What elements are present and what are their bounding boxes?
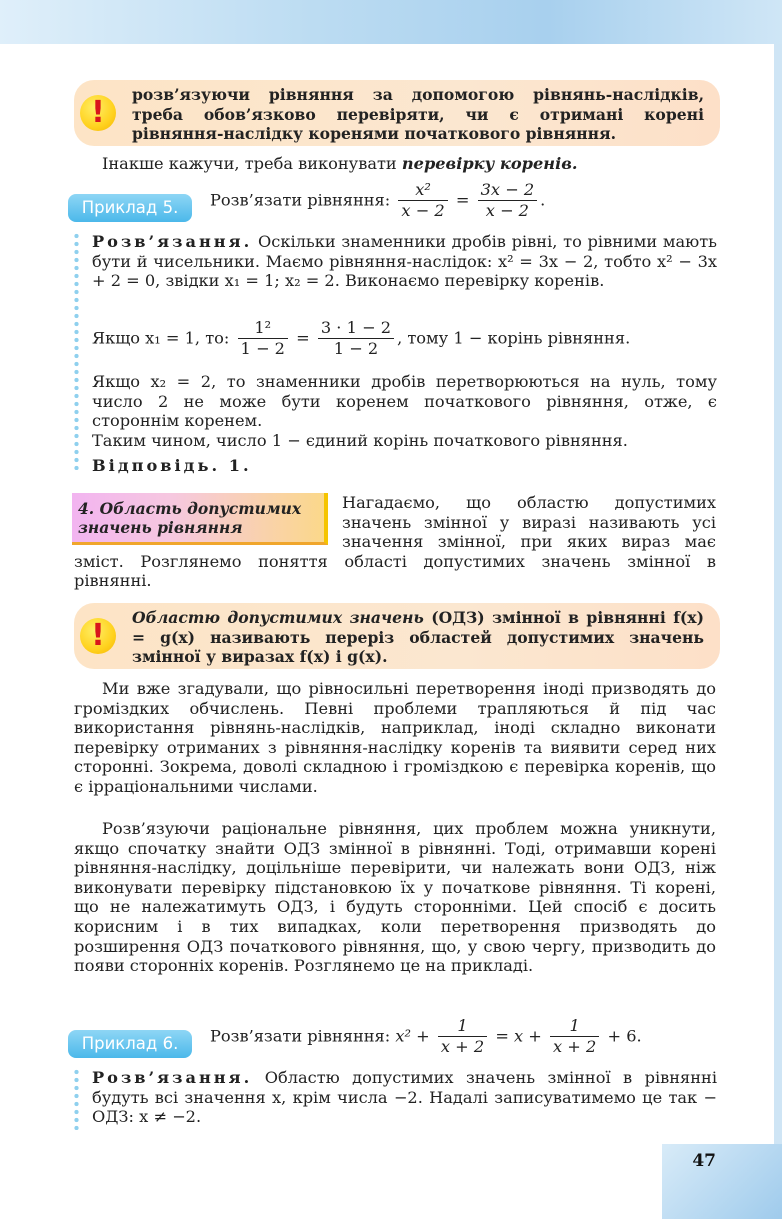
answer-line: Відповідь. 1.	[92, 456, 252, 475]
example-badge: Приклад 5.	[68, 194, 192, 222]
corner-decoration	[662, 1144, 782, 1219]
section-intro: Нагадаємо, що областю допустимих значень змінної у виразі називають усі значення змінної, при яких вираз має зміст. Розглянемо поняття області допустимих значень змінної в рівнянні.	[74, 493, 716, 591]
exclamation-icon: !	[80, 618, 116, 654]
solution-text: Розв’язання. Областю допустимих значень змінної в рівнянні будуть всі значення x, крім числа −2. Надалі записуватимемо це так − ОДЗ: x ≠ −2.	[92, 1068, 717, 1127]
fraction: $\frac{3x - 2}{x - 2}$	[478, 180, 538, 221]
exclamation-icon: !	[80, 95, 116, 131]
solution-text: Розв’язання. Оскільки знаменники дробів рівні, то рівними мають бути й чисельники. Маємо рівняння-наслідок: x² = 3x − 2, тобто x² − 3x + 2 = 0, звідки x₁ = 1; x₂ = 2. Виконаємо перевірку коренів.	[92, 232, 717, 291]
example-task: Розв’язати рівняння: $\frac{\text{x²}}{x - 2}$ = $\frac{3x - 2}{x - 2}$ .	[210, 180, 546, 220]
right-decorative-band	[774, 44, 782, 1219]
example-badge: Приклад 6.	[68, 1030, 192, 1058]
solution-dotted-marker	[74, 1068, 79, 1130]
definition-text: Областю допустимих значень (ОДЗ) змінної в рівнянні f(x) = g(x) називають переріз областей допустимих значень змінної у виразах f(x) і g(x).	[132, 608, 704, 667]
section-heading: 4. Область допустимих значень рівняння	[72, 493, 328, 545]
check-line: Якщо x₁ = 1, то: $\frac{\text{1²}}{1 - 2}$ = $\frac{3 \cdot 1 - 2}{1 - 2}$ , тому 1 − корінь рівняння.	[92, 318, 631, 358]
solution-dotted-marker	[74, 232, 79, 470]
top-decorative-band	[0, 0, 782, 44]
check-line: Якщо x₂ = 2, то знаменники дробів перетворюються на нуль, тому число 2 не може бути коренем початкового рівняння, отже, є стороннім коренем.	[92, 372, 717, 431]
paragraph: Розв’язуючи раціональне рівняння, цих проблем можна уникнути, якщо спочатку знайти ОДЗ змінної в рівнянні. Тоді, отримавши корені рівняння-наслідку, доцільніше перевірити, чи належать вони ОДЗ, ніж виконувати перевірку підстановкою їх у початкове рівняння. Ті корені, що не належатимуть ОДЗ, і будуть сторонніми. Цей спосіб є досить корисним і в тих випадках, коли перетворення призводять до розширення ОДЗ початкового рівняння, що, у свою чергу, призводить до появи сторонніх коренів. Розглянемо це на прикладі.	[74, 819, 716, 976]
fraction: $\frac{3 \cdot 1 - 2}{1 - 2}$	[318, 318, 394, 359]
fraction: $\frac{1}{x + 2}$	[438, 1016, 487, 1057]
fraction: $\frac{\text{1²}}{1 - 2}$	[238, 318, 288, 359]
paragraph: Інакше кажучи, треба виконувати перевірку коренів.	[102, 154, 578, 173]
conclusion-line: Таким чином, число 1 − єдиний корінь початкового рівняння.	[92, 431, 628, 450]
definition-note	[74, 603, 720, 669]
example-task: Розв’язати рівняння: x² + $\frac{1}{x + 2}$ = x + $\frac{1}{x + 2}$ + 6.	[210, 1016, 642, 1056]
note-text: розв’язуючи рівняння за допомогою рівнянь-наслідків, треба обов’язково перевіряти, чи є отримані корені рівняння-наслідку коренями початкового рівняння.	[132, 85, 704, 144]
page-number: 47	[692, 1151, 716, 1171]
fraction: $\frac{1}{x + 2}$	[550, 1016, 599, 1057]
important-note	[74, 80, 720, 146]
fraction: $\frac{\text{x²}}{x - 2}$	[398, 180, 447, 221]
paragraph: Ми вже згадували, що рівносильні перетворення іноді призводять до громіздких обчислень. Певні проблеми трапляються й під час використання рівнянь-наслідків, наприклад, іноді складно виконати перевірку отриманих з рівняння-наслідку коренів та виявити серед них сторонні. Зокрема, доволі складною і громіздкою є перевірка коренів, що є ірраціональними числами.	[74, 679, 716, 796]
